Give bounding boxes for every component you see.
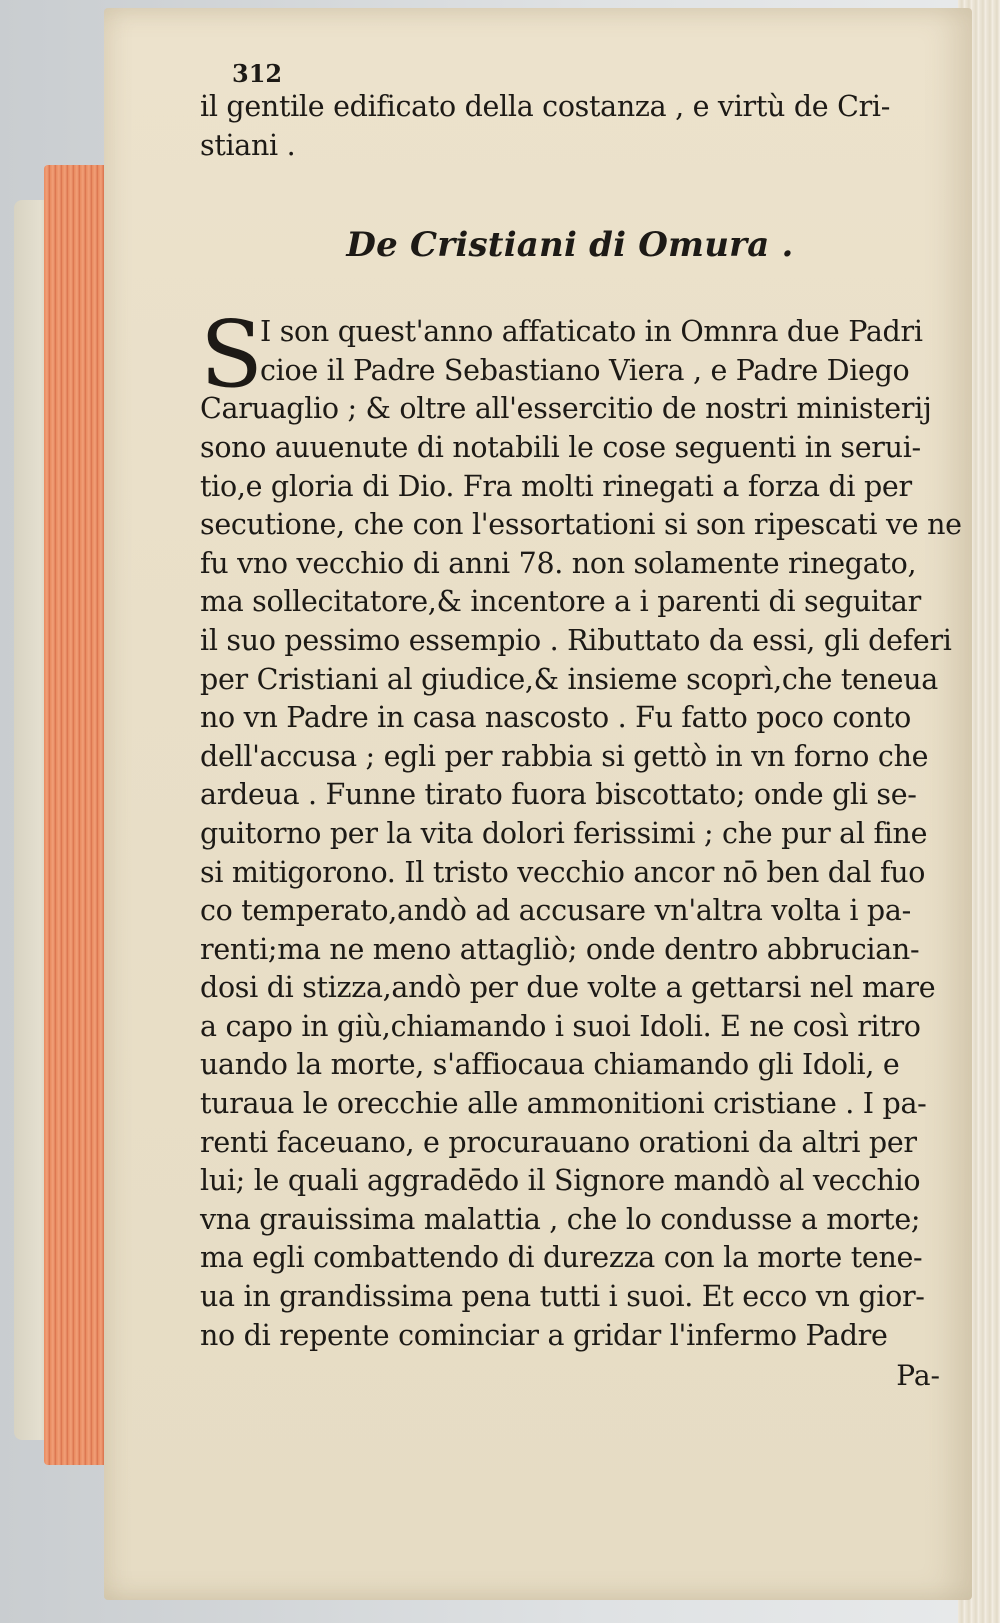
catchword: Pa-	[896, 1359, 940, 1393]
text-line: ma egli combattendo di durezza con la morte tene-	[200, 1241, 923, 1275]
text-line: il suo pessimo essempio . Ributtato da essi, gli deferi	[200, 623, 952, 657]
text-line: co temperato,andò ad accusare vn'altra volta i pa-	[200, 894, 911, 928]
text-line: il gentile edificato della costanza , e virtù de Cri-	[200, 90, 891, 123]
book-page	[104, 8, 972, 1600]
text-line: vna grauissima malattia , che lo condusse a morte;	[200, 1202, 921, 1236]
text-line: tio,e gloria di Dio. Fra molti rinegati a forza di per	[200, 469, 912, 503]
text-line: renti faceuano, e procurauano orationi da altri per	[200, 1125, 917, 1159]
drop-cap: S	[200, 301, 264, 409]
text-line: Caruaglio ; & oltre all'essercitio de nostri ministerij	[200, 392, 932, 426]
text-line: ardeua . Funne tirato fuora biscottato; onde gli se-	[200, 778, 917, 812]
text-line: per Cristiani al giudice,& insieme scoprì,che teneua	[200, 662, 938, 696]
text-line: ma sollecitatore,& incentore a i parenti di seguitar	[200, 585, 921, 619]
page-text	[200, 59, 962, 1395]
text-line: renti;ma ne meno attagliò; onde dentro abbrucian-	[200, 932, 920, 966]
text-line: ua in grandissima pena tutti i suoi. Et ecco vn gior-	[200, 1280, 925, 1314]
text-line: guitorno per la vita dolori ferissimi ; che pur al fine	[200, 816, 928, 850]
text-line: turaua le orecchie alle ammonitioni cristiane . I pa-	[200, 1087, 927, 1121]
text-line: secutione, che con l'essortationi si son ripescati ve ne	[200, 508, 962, 542]
body-lines	[200, 390, 962, 1355]
text-line: dell'accusa ; egli per rabbia si gettò in vn forno che	[200, 739, 929, 773]
text-line: no vn Padre in casa nascosto . Fu fatto poco conto	[200, 701, 911, 735]
text-line: a capo in giù,chiamando i suoi Idoli. E ne così ritro	[200, 1009, 921, 1043]
text-line: no di repente cominciar a gridar l'infermo Padre	[200, 1318, 888, 1352]
text-line: uando la morte, s'affiocaua chiamando gli Idoli, e	[200, 1048, 900, 1082]
text-line: dosi di stizza,andò per due volte a gettarsi nel mare	[200, 971, 936, 1005]
section-heading: De Cristiani di Omura .	[346, 225, 794, 266]
text-line: cioe il Padre Sebastiano Viera , e Padre Diego	[260, 353, 910, 387]
text-line: sono auuenute di notabili le cose seguenti in serui-	[200, 430, 921, 464]
text-line: fu vno vecchio di anni 78. non solamente rinegato,	[200, 546, 917, 580]
text-line: si mitigorono. Il tristo vecchio ancor nō ben dal fuo	[200, 855, 926, 889]
text-line: stiani .	[200, 128, 296, 162]
text-line: lui; le quali aggradēdo il Signore mandò al vecchio	[200, 1164, 921, 1198]
paragraph	[200, 301, 962, 1355]
page-number: 312	[232, 59, 283, 88]
text-line: I son quest'anno affaticato in Omnra due Padri	[260, 315, 923, 349]
